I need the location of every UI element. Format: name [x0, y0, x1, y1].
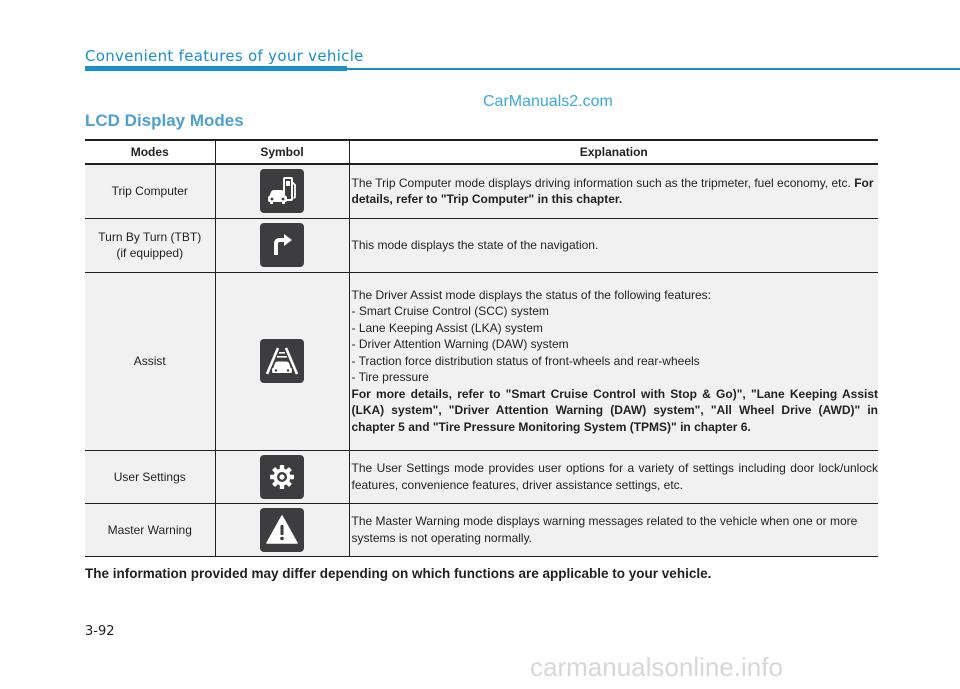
watermark-top: CarManuals2.com	[483, 93, 613, 110]
column-header-explanation: Explanation	[349, 140, 878, 164]
symbol-cell	[215, 218, 349, 272]
feature-list-item: - Driver Attention Warning (DAW) system	[351, 337, 569, 352]
explanation-reference: For details, refer to "Trip Computer" in this chapter.	[351, 175, 874, 207]
mode-qualifier: (if equipped)	[116, 246, 184, 260]
explanation-cell	[349, 272, 878, 450]
driver-assist-lane-icon	[260, 339, 304, 383]
gear-icon	[260, 455, 304, 499]
mode-name: Assist	[133, 354, 166, 368]
table-row	[85, 272, 878, 450]
explanation-text: This mode displays the state of the navigation.	[351, 237, 599, 252]
watermark-bottom: carmanualsonline.info	[530, 652, 783, 682]
explanation-text: The Trip Computer mode displays driving information such as the tripmeter, fuel economy, etc.	[351, 175, 851, 190]
mode-name: Master Warning	[107, 522, 192, 537]
feature-list-item: - Lane Keeping Assist (LKA) system	[351, 320, 543, 335]
column-header-symbol: Symbol	[215, 140, 349, 164]
lcd-modes-table	[85, 139, 878, 557]
header-rule-thin	[347, 68, 960, 70]
explanation-cell	[349, 218, 878, 272]
table-row	[85, 218, 878, 272]
explanation-cell	[349, 503, 878, 556]
table-row	[85, 450, 878, 503]
explanation-intro: The Driver Assist mode displays the status of the following features:	[351, 287, 712, 302]
warning-triangle-icon	[260, 508, 304, 552]
mode-name-cell	[85, 218, 215, 272]
feature-list-item: - Tire pressure	[351, 370, 429, 385]
explanation-cell	[349, 164, 878, 218]
symbol-cell	[215, 272, 349, 450]
explanation-text: The User Settings mode provides user options for a variety of settings including door lock/unlock features, convenience features, driver assistance settings, etc.	[351, 461, 878, 492]
table-header-row	[85, 140, 878, 164]
symbol-cell	[215, 450, 349, 503]
turn-right-arrow-icon	[260, 223, 304, 267]
section-header: Convenient features of your vehicle	[85, 47, 364, 65]
symbol-cell	[215, 503, 349, 556]
symbol-cell	[215, 164, 349, 218]
table-row	[85, 503, 878, 556]
table-row	[85, 164, 878, 218]
feature-list-item: - Traction force distribution status of front-wheels and rear-wheels	[351, 353, 700, 368]
feature-list-item: - Smart Cruise Control (SCC) system	[351, 304, 549, 319]
page-title: LCD Display Modes	[85, 111, 244, 130]
mode-name: User Settings	[113, 469, 186, 484]
mode-name: Turn By Turn (TBT)	[98, 230, 202, 244]
page-number: 3-92	[85, 624, 115, 639]
footnote: The information provided may differ depending on which functions are applicable to your vehicle.	[85, 566, 712, 581]
trip-computer-icon	[260, 169, 304, 213]
explanation-text: The Master Warning mode displays warning messages related to the vehicle when one or more systems is not operating normally.	[351, 514, 858, 545]
column-header-modes: Modes	[130, 145, 169, 159]
header-rule-thick	[85, 66, 347, 71]
explanation-reference: For more details, refer to "Smart Cruise Control with Stop & Go)", "Lane Keeping Assist (LKA) system", "Driver Attention Warning (DAW) system", "All Wheel Drive (AWD)" in chapter 5 and "Tire Pressure Monitoring System (TPMS)" in chapter 6.	[351, 386, 878, 434]
explanation-cell	[349, 450, 878, 503]
mode-name: Trip Computer	[111, 184, 188, 199]
